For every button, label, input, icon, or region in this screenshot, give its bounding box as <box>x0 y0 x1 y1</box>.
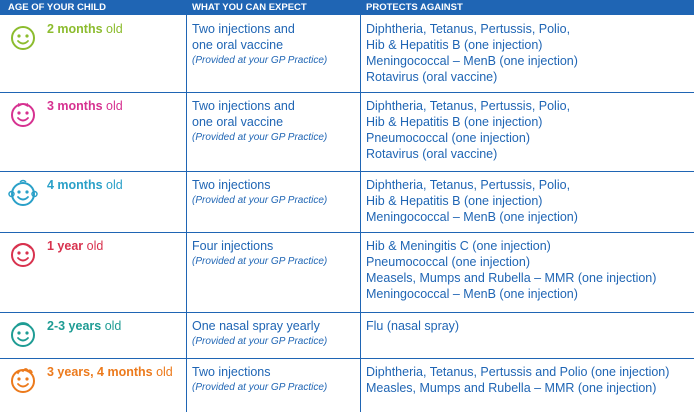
table-header <box>0 0 694 15</box>
provider-note: (Provided at your GP Practice) <box>192 382 328 393</box>
disease-line <box>366 364 694 380</box>
dose-detail: (one injection) <box>495 210 578 224</box>
disease-line <box>366 380 694 396</box>
age-value: 4 months <box>47 178 103 192</box>
protects-cell <box>366 21 694 85</box>
age-value: 3 months <box>47 99 103 113</box>
table-row <box>0 359 694 412</box>
disease-line <box>366 114 694 130</box>
disease-name: Hib & Meningitis C <box>366 239 469 253</box>
expect-cell <box>192 318 358 350</box>
dose-detail: (one injection) <box>495 287 578 301</box>
disease-name: Pneumococcal <box>366 255 448 269</box>
provider-note: (Provided at your GP Practice) <box>192 336 328 347</box>
age-value: 2-3 years <box>47 319 102 333</box>
expect-text: Two injections and <box>192 22 295 36</box>
disease-name: Measels, Mumps and Rubella – MMR <box>366 271 575 285</box>
dose-detail: (one injection) <box>495 54 578 68</box>
disease-name: Hib & Hepatitis B <box>366 194 461 208</box>
disease-line <box>366 21 694 37</box>
disease-name: Rotavirus <box>366 147 419 161</box>
age-label <box>47 239 103 253</box>
smiling-baby-face-icon <box>8 22 38 52</box>
baby-face-with-ears-icon <box>8 178 38 208</box>
age-label <box>47 22 123 36</box>
dose-detail: (one injection) <box>460 38 543 52</box>
expect-cell <box>192 364 358 396</box>
provider-note: (Provided at your GP Practice) <box>192 55 328 66</box>
age-suffix: old <box>102 178 123 192</box>
age-value: 3 years, 4 months <box>47 365 153 379</box>
disease-name: Diphtheria, Tetanus, Pertussis, Polio, <box>366 22 571 36</box>
protects-cell <box>366 177 694 225</box>
provider-note: (Provided at your GP Practice) <box>192 132 328 143</box>
disease-name: Meningococcal – MenB <box>366 210 496 224</box>
disease-name: Diphtheria, Tetanus, Pertussis, Polio, <box>366 99 571 113</box>
disease-name: Rotavirus <box>366 70 419 84</box>
expect-cell <box>192 238 358 270</box>
disease-name: Meningococcal – MenB <box>366 54 496 68</box>
dose-detail: (one injection) <box>574 381 657 395</box>
age-value: 2 months <box>47 22 103 36</box>
child-face-icon <box>8 319 38 349</box>
dose-detail: (one injection) <box>460 194 543 208</box>
dose-detail: (nasal spray) <box>383 319 460 333</box>
disease-line <box>366 286 694 302</box>
table-row <box>0 313 694 359</box>
disease-line <box>366 177 694 193</box>
child-face-with-curly-hair-icon <box>8 365 38 395</box>
age-label <box>47 365 173 379</box>
dose-detail: (one injection) <box>460 115 543 129</box>
disease-line <box>366 37 694 53</box>
age-label <box>47 178 123 192</box>
dose-detail: (one injection) <box>587 365 670 379</box>
table-row <box>0 16 694 93</box>
age-suffix: old <box>83 239 104 253</box>
disease-line <box>366 146 694 162</box>
header-protects: PROTECTS AGAINST <box>366 2 463 13</box>
disease-name: Hib & Hepatitis B <box>366 115 461 129</box>
table-row <box>0 172 694 233</box>
expect-text: Four injections <box>192 239 274 253</box>
header-age: AGE OF YOUR CHILD <box>8 2 106 13</box>
disease-line <box>366 209 694 225</box>
disease-name: Flu <box>366 319 384 333</box>
disease-line <box>366 270 694 286</box>
disease-line <box>366 193 694 209</box>
expect-text: one oral vaccine <box>192 115 284 129</box>
disease-name: Measles, Mumps and Rubella – MMR <box>366 381 575 395</box>
age-suffix: old <box>101 319 122 333</box>
dose-detail: (one injection) <box>574 271 657 285</box>
expect-text: Two injections <box>192 178 271 192</box>
dose-detail: (one injection) <box>468 239 551 253</box>
table-row <box>0 233 694 313</box>
provider-note: (Provided at your GP Practice) <box>192 256 328 267</box>
disease-line <box>366 254 694 270</box>
toddler-face-with-hair-icon <box>8 239 38 269</box>
expect-text: One nasal spray yearly <box>192 319 320 333</box>
dose-detail: (oral vaccine) <box>418 147 498 161</box>
disease-name: Pneumococcal <box>366 131 448 145</box>
disease-line <box>366 318 694 334</box>
disease-line <box>366 238 694 254</box>
header-expect: WHAT YOU CAN EXPECT <box>192 2 307 13</box>
age-label <box>47 99 123 113</box>
age-suffix: old <box>152 365 173 379</box>
age-suffix: old <box>102 99 123 113</box>
provider-note: (Provided at your GP Practice) <box>192 195 328 206</box>
disease-line <box>366 98 694 114</box>
expect-text: one oral vaccine <box>192 38 284 52</box>
protects-cell <box>366 318 694 334</box>
table-row <box>0 93 694 172</box>
disease-line <box>366 130 694 146</box>
expect-cell <box>192 98 358 146</box>
expect-text: Two injections <box>192 365 271 379</box>
age-suffix: old <box>102 22 123 36</box>
baby-face-with-bow-icon <box>8 99 38 129</box>
disease-name: Diphtheria, Tetanus, Pertussis and Polio <box>366 365 588 379</box>
age-value: 1 year <box>47 239 84 253</box>
dose-detail: (one injection) <box>448 131 530 145</box>
protects-cell <box>366 98 694 162</box>
protects-cell <box>366 238 694 302</box>
expect-cell <box>192 21 358 69</box>
expect-cell <box>192 177 358 209</box>
dose-detail: (oral vaccine) <box>418 70 498 84</box>
dose-detail: (one injection) <box>448 255 530 269</box>
age-label <box>47 319 121 333</box>
disease-line <box>366 53 694 69</box>
disease-line <box>366 69 694 85</box>
expect-text: Two injections and <box>192 99 295 113</box>
protects-cell <box>366 364 694 396</box>
disease-name: Diphtheria, Tetanus, Pertussis, Polio, <box>366 178 571 192</box>
disease-name: Meningococcal – MenB <box>366 287 496 301</box>
disease-name: Hib & Hepatitis B <box>366 38 461 52</box>
